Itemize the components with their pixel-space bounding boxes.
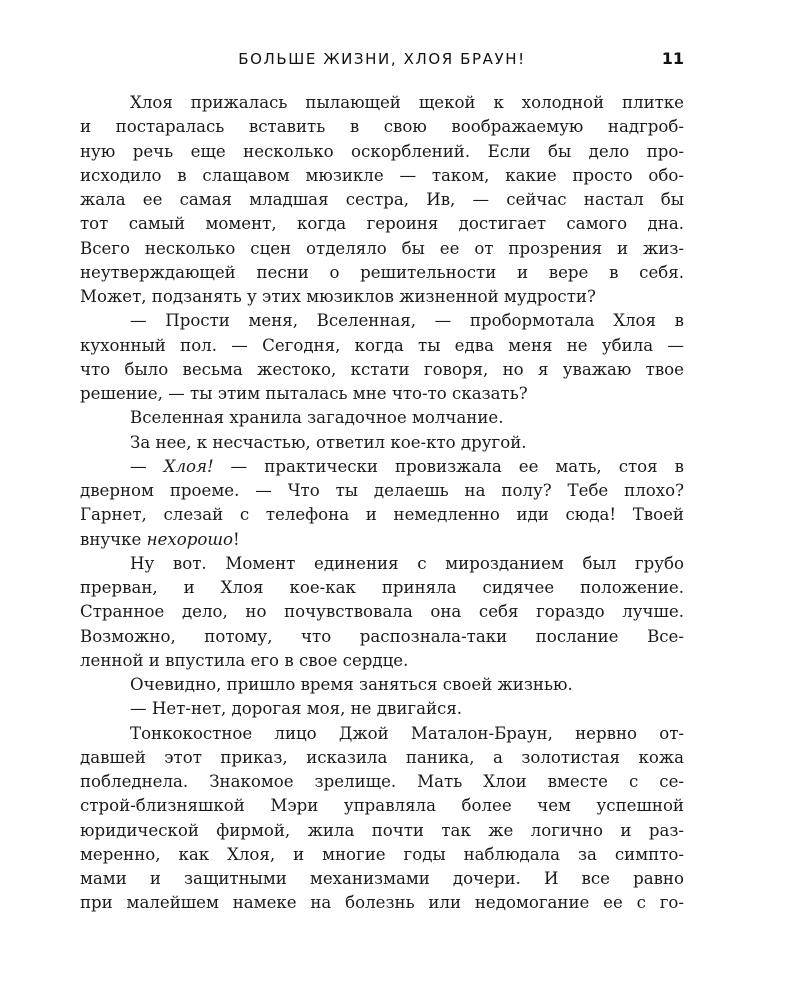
body-text: [80, 91, 684, 916]
italic-text: Хлоя!: [163, 456, 214, 476]
text-line: [80, 722, 684, 746]
text-segment: юридической фирмой, жила почти так же логично и раз-: [80, 820, 684, 840]
text-line: [80, 188, 684, 212]
text-line: [80, 309, 684, 333]
text-segment: ленной и впустила его в свое сердце.: [80, 650, 409, 670]
text-segment: и постаралась вставить в свою воображаемую надгроб-: [80, 117, 684, 137]
text-line: [80, 237, 684, 261]
text-line: [80, 673, 684, 697]
text-line: [80, 140, 684, 164]
text-line: [80, 115, 684, 139]
text-segment: — Прости меня, Вселенная, — пробормотала Хлоя в: [130, 311, 684, 331]
text-line: [80, 625, 684, 649]
text-line: [80, 600, 684, 624]
text-segment: Очевидно, пришло время заняться своей жизнью.: [130, 675, 573, 694]
text-segment: Может, подзанять у этих мюзиклов жизненной мудрости?: [80, 287, 596, 306]
text-line: [80, 479, 684, 503]
text-segment: исходило в слащавом мюзикле — таком, какие просто обо-: [80, 165, 684, 185]
text-line: [80, 528, 684, 552]
text-segment: — практически провизжала ее мать, стоя в: [213, 456, 684, 476]
text-segment: жала ее самая младшая сестра, Ив, — сейчас настал бы: [80, 190, 684, 209]
text-line: [80, 819, 684, 843]
text-segment: !: [233, 529, 240, 549]
text-line: [80, 285, 684, 309]
text-segment: Всего несколько сцен отделяло бы ее от прозрения и жиз-: [80, 238, 684, 258]
text-line: [80, 697, 684, 721]
text-segment: решение, — ты этим пыталась мне что-то сказать?: [80, 384, 528, 403]
text-line: [80, 91, 684, 115]
text-line: [80, 382, 684, 406]
text-segment: давшей этот приказ, исказила паника, а золотистая кожа: [80, 747, 684, 767]
text-segment: внучке: [80, 529, 147, 549]
text-line: [80, 843, 684, 867]
text-segment: меренно, как Хлоя, и многие годы наблюдала за симпто-: [80, 844, 684, 864]
running-header: [80, 47, 684, 71]
text-line: [80, 867, 684, 891]
text-segment: Тонкокостное лицо Джой Маталон-Браун, нервно от-: [130, 723, 684, 743]
text-line: [80, 455, 684, 479]
text-segment: строй-близняшкой Мэри управляла более чем успешной: [80, 796, 684, 816]
text-line: [80, 503, 684, 527]
text-line: [80, 261, 684, 285]
text-segment: Гарнет, слезай с телефона и немедленно иди сюда! Твоей: [80, 505, 684, 525]
text-segment: Хлоя прижалась пылающей щекой к холодной плитке: [130, 93, 684, 112]
text-line: [80, 649, 684, 673]
text-segment: неутверждающей песни о решительности и вере в себя.: [80, 262, 684, 282]
text-segment: дверном проеме. — Что ты делаешь на полу? Тебе плохо?: [80, 481, 684, 500]
text-segment: что было весьма жестоко, кстати говоря, но я уважаю твое: [80, 359, 684, 379]
text-segment: побледнела. Знакомое зрелище. Мать Хлои вместе с се-: [80, 772, 684, 791]
text-line: [80, 576, 684, 600]
text-segment: кухонный пол. — Сегодня, когда ты едва меня не убила —: [80, 335, 684, 355]
text-line: [80, 358, 684, 382]
text-segment: — Нет-нет, дорогая моя, не двигайся.: [130, 699, 463, 719]
text-segment: Странное дело, но почувствовала она себя гораздо лучше.: [80, 602, 684, 622]
text-segment: —: [130, 456, 164, 476]
page-number: 11: [661, 49, 684, 68]
text-line: [80, 431, 684, 455]
text-line: [80, 891, 684, 915]
text-segment: Возможно, потому, что распознала-таки послание Все-: [80, 626, 684, 646]
text-segment: Ну вот. Момент единения с мирозданием был грубо: [130, 553, 684, 573]
text-line: [80, 552, 684, 576]
text-segment: прерван, и Хлоя кое-как приняла сидячее положение.: [80, 578, 684, 597]
italic-text: нехорошо: [146, 529, 234, 549]
text-segment: мами и защитными механизмами дочери. И все равно: [80, 869, 684, 888]
text-segment: тот самый момент, когда героиня достигает самого дна.: [80, 214, 684, 234]
text-line: [80, 794, 684, 818]
text-segment: За нее, к несчастью, ответил кое-кто другой.: [130, 432, 527, 452]
text-segment: ную речь еще несколько оскорблений. Если бы дело про-: [80, 141, 684, 161]
text-line: [80, 212, 684, 236]
text-line: [80, 746, 684, 770]
text-segment: при малейшем намеке на болезнь или недомогание ее с го-: [80, 893, 684, 913]
text-line: [80, 334, 684, 358]
text-line: [80, 164, 684, 188]
running-title: БОЛЬШЕ ЖИЗНИ, ХЛОЯ БРАУН!: [238, 50, 526, 68]
text-line: [80, 406, 684, 430]
text-line: [80, 770, 684, 794]
text-segment: Вселенная хранила загадочное молчание.: [130, 408, 504, 428]
